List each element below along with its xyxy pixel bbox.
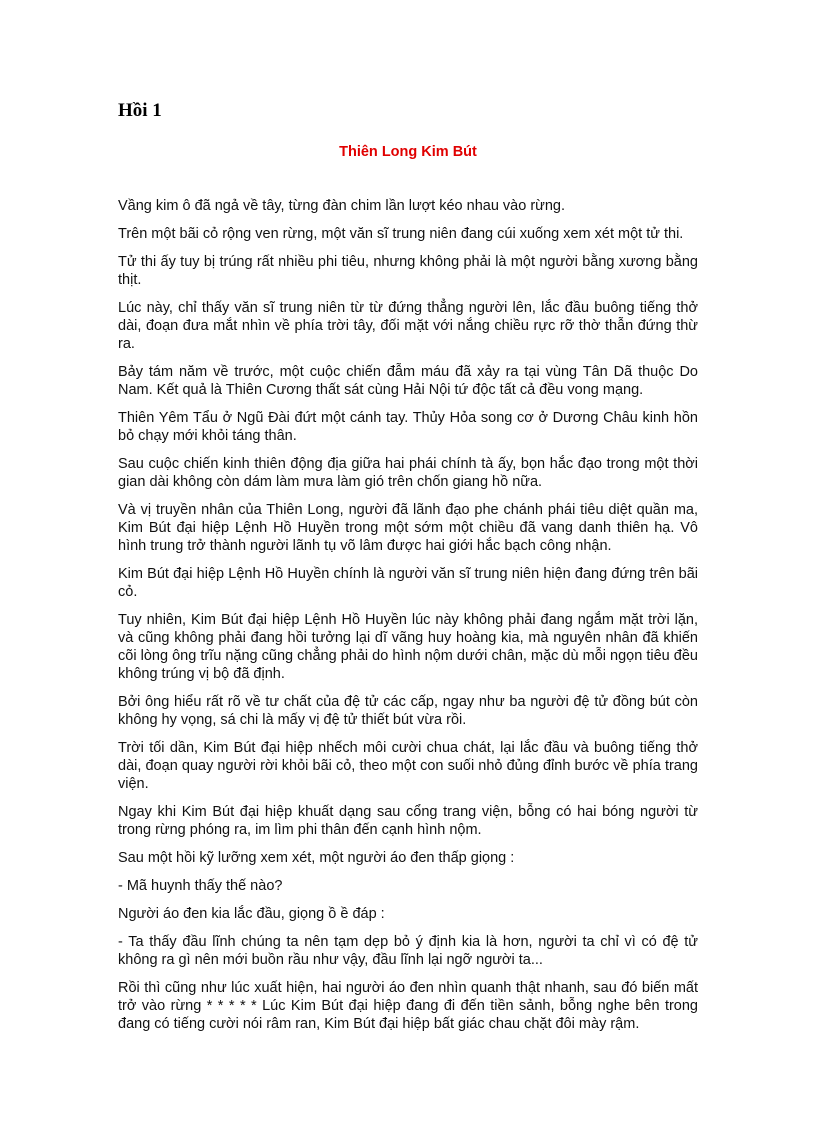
- paragraph: Tử thi ấy tuy bị trúng rất nhiều phi tiêu, nhưng không phải là một người bằng xương bằng thịt.: [118, 254, 698, 288]
- paragraph: Trời tối dần, Kim Bút đại hiệp nhếch môi cười chua chát, lại lắc đầu và buông tiếng thở dài, đoạn quay người rời khỏi bãi cỏ, theo một con suối nhỏ đủng đỉnh bước về phía trang viện.: [118, 740, 698, 792]
- paragraph: Ngay khi Kim Bút đại hiệp khuất dạng sau cổng trang viện, bỗng có hai bóng người từ trong rừng phóng ra, im lìm phi thân đến cạnh hình nộm.: [118, 804, 698, 838]
- paragraph: Lúc này, chỉ thấy văn sĩ trung niên từ từ đứng thẳng người lên, lắc đầu buông tiếng thở dài, đoạn đưa mắt nhìn về phía trời tây, đối mặt với nắng chiều rực rỡ thờ thẫn đứng thừ ra.: [118, 300, 698, 352]
- paragraph: Bởi ông hiểu rất rõ về tư chất của đệ tử các cấp, ngay như ba người đệ tử đồng bút còn không hy vọng, sá chi là mấy vị đệ tử thiết bút vừa rồi.: [118, 694, 698, 728]
- chapter-title: Thiên Long Kim Bút: [339, 144, 477, 160]
- paragraph: - Mã huynh thấy thế nào?: [118, 878, 283, 894]
- paragraph: Sau một hồi kỹ lưỡng xem xét, một người áo đen thấp giọng :: [118, 850, 515, 866]
- paragraph: Người áo đen kia lắc đầu, giọng ồ ề đáp :: [118, 906, 385, 922]
- paragraph: - Ta thấy đầu lĩnh chúng ta nên tạm dẹp bỏ ý định kia là hơn, người ta chỉ vì có đệ tử không ra gì nên mới buồn rầu như vậy, đầu lĩnh lại ngỡ người ta...: [118, 934, 698, 968]
- paragraph: Kim Bút đại hiệp Lệnh Hồ Huyền chính là người văn sĩ trung niên hiện đang đứng trên bãi cỏ.: [118, 566, 698, 600]
- paragraph: Trên một bãi cỏ rộng ven rừng, một văn sĩ trung niên đang cúi xuống xem xét một tử thi.: [118, 226, 684, 242]
- paragraph: Rồi thì cũng như lúc xuất hiện, hai người áo đen nhìn quanh thật nhanh, sau đó biến mất trở vào rừng * * * * * Lúc Kim Bút đại hiệp đang đi đến tiền sảnh, bỗng nghe bên trong đang có tiếng cười nói râm ran, Kim Bút đại hiệp bất giác chau chặt đôi mày rậm.: [118, 980, 698, 1032]
- chapter-body: [118, 197, 698, 1043]
- paragraph: Sau cuộc chiến kinh thiên động địa giữa hai phái chính tà ấy, bọn hắc đạo trong một thời gian dài không còn dám làm mưa làm gió trên chốn giang hồ nữa.: [118, 456, 698, 490]
- paragraph: Bảy tám năm về trước, một cuộc chiến đẫm máu đã xảy ra tại vùng Tân Dã thuộc Do Nam. Kết quả là Thiên Cương thất sát cùng Hải Nội tứ độc tất cả đều vong mạng.: [118, 364, 698, 398]
- chapter-heading: Hồi 1: [118, 100, 162, 121]
- paragraph: Và vị truyền nhân của Thiên Long, người đã lãnh đạo phe chánh phái tiêu diệt quần ma, Kim Bút đại hiệp Lệnh Hồ Huyền trong một sớm một chiều đã vang danh thiên hạ. Vô hình trung trở thành người lãnh tụ võ lâm được hai giới hắc bạch công nhận.: [118, 502, 698, 554]
- paragraph: Tuy nhiên, Kim Bút đại hiệp Lệnh Hồ Huyền lúc này không phải đang ngắm mặt trời lặn, và cũng không phải đang hồi tưởng lại dĩ vãng huy hoàng kia, mà nguyên nhân đã khiến cõi lòng ông trĩu nặng cũng chẳng phải do hình nộm dưới chân, mặc dù mỗi ngọn tiêu đều không trúng vị bộ đã định.: [118, 612, 698, 682]
- paragraph: Vầng kim ô đã ngả về tây, từng đàn chim lần lượt kéo nhau vào rừng.: [118, 198, 566, 214]
- paragraph: Thiên Yêm Tẩu ở Ngũ Đài đứt một cánh tay. Thủy Hỏa song cơ ở Dương Châu kinh hồn bỏ chạy mới khỏi táng thân.: [118, 410, 698, 444]
